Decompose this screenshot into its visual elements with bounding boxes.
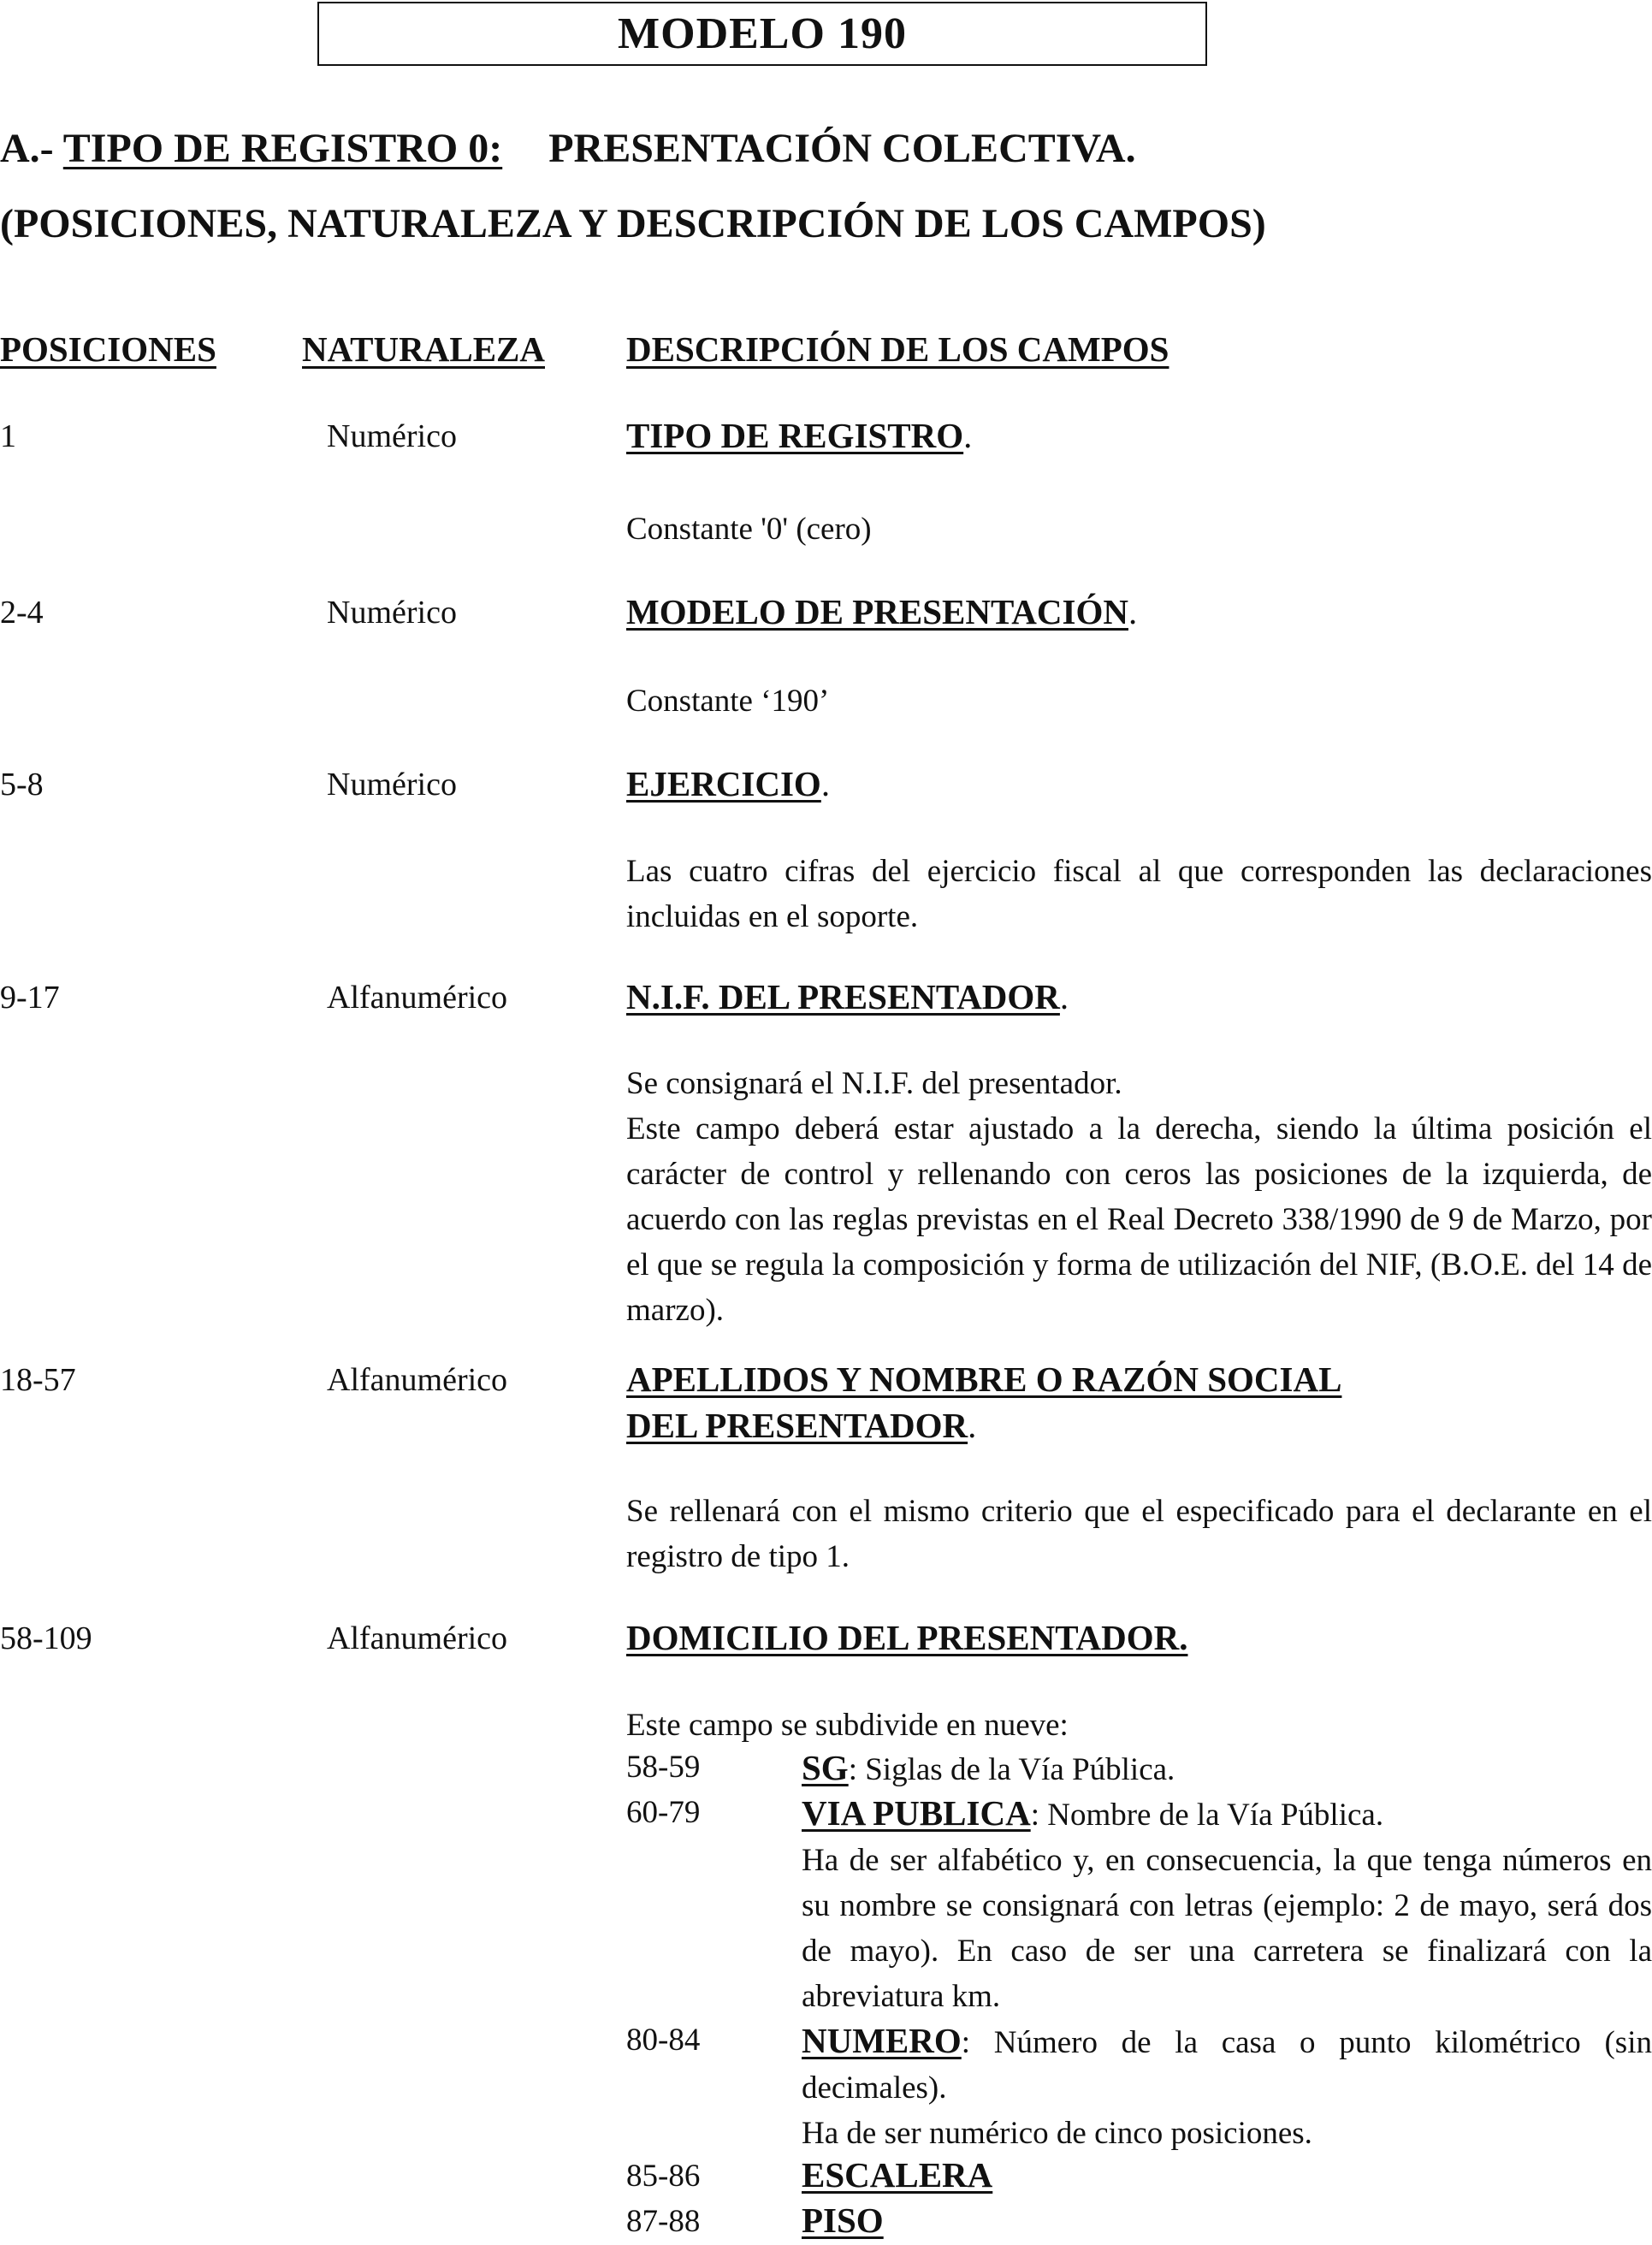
field-positions: 58-109: [0, 1620, 92, 1656]
subfield-name: NUMERO: [802, 2021, 962, 2060]
field-nature: Numérico: [327, 418, 457, 454]
field-name: [626, 412, 972, 459]
heading-prefix: A.-: [0, 126, 63, 171]
field-description: Se rellenará con el mismo criterio que el especificado para el declarante en el registro de tipo 1.: [626, 1494, 1652, 1574]
subfield-positions: 60-79: [626, 1795, 701, 1830]
field-name-suffix: .: [1128, 592, 1138, 631]
subfield-text: : Nombre de la Vía Pública.: [1030, 1798, 1384, 1833]
field-description: [626, 1061, 1652, 1333]
subfield: [802, 2198, 1652, 2245]
field-name-text: EJERCICIO: [626, 764, 821, 803]
field-nature: Alfanumérico: [327, 1620, 508, 1656]
field-positions: 1: [0, 418, 16, 454]
field-name-suffix: .: [968, 1406, 977, 1445]
field-name-suffix: .: [1059, 977, 1069, 1016]
field-description: Constante '0' (cero): [626, 512, 872, 547]
subfield: [802, 1791, 1652, 2019]
field-name-suffix: .: [820, 764, 831, 803]
subfield-name: ESCALERA: [802, 2155, 993, 2195]
field-nature: Alfanumérico: [327, 1362, 508, 1398]
field-name: [626, 974, 1069, 1020]
field-nature: Numérico: [327, 595, 457, 631]
subfield-name: SG: [802, 1748, 849, 1787]
record-subtitle: (POSICIONES, NATURALEZA Y DESCRIPCIÓN DE LOS CAMPOS): [0, 201, 1266, 246]
column-header-description: DESCRIPCIÓN DE LOS CAMPOS: [626, 329, 1169, 369]
subfield: [802, 2018, 1652, 2156]
field-positions: 9-17: [0, 980, 60, 1016]
subfield-positions: 80-84: [626, 2023, 701, 2058]
subfield: [802, 1745, 1652, 1792]
subfield: [802, 2153, 1652, 2200]
field-name-text: TIPO DE REGISTRO: [626, 416, 964, 455]
field-name: [626, 1356, 1341, 1448]
column-header-nature: NATURALEZA: [302, 329, 545, 369]
field-name: [626, 761, 830, 807]
record-type: TIPO DE REGISTRO 0:: [62, 126, 503, 171]
subfield-name: VIA PUBLICA: [802, 1793, 1031, 1833]
subfield-positions: 85-86: [626, 2159, 701, 2194]
field-name-text: N.I.F. DEL PRESENTADOR: [626, 977, 1060, 1016]
field-name-text: DOMICILIO DEL PRESENTADOR.: [626, 1618, 1188, 1657]
subfield-text: : Número de la casa o punto kilométrico (sin decimales).: [802, 2025, 1652, 2106]
field-nature: Alfanumérico: [327, 980, 508, 1016]
field-name: [626, 589, 1137, 635]
field-name-text: APELLIDOS Y NOMBRE O RAZÓN SOCIAL: [626, 1359, 1342, 1399]
field-positions: 2-4: [0, 595, 44, 631]
field-name-text: MODELO DE PRESENTACIÓN: [626, 592, 1128, 631]
field-name-text-line2: DEL PRESENTADOR: [626, 1406, 968, 1445]
subfield-note: Ha de ser numérico de cinco posiciones.: [802, 2116, 1312, 2151]
document-title: MODELO 190: [317, 2, 1207, 66]
field-description: Constante ‘190’: [626, 684, 830, 719]
subfield-name: PISO: [802, 2201, 884, 2240]
field-description-text: Este campo deberá estar ajustado a la derecha, siendo la última posición el carácter de control y rellenando con ceros las posiciones de la izquierda, de acuerdo con las reglas previstas en el Real Decreto 338/1990 de 9 de Marzo, por el que se regula la composición y forma de utilización del NIF, (B.O.E. del 14 de marzo).: [626, 1111, 1652, 1328]
record-name: PRESENTACIÓN COLECTIVA.: [548, 126, 1136, 171]
column-header-positions: POSICIONES: [0, 329, 216, 369]
field-description: Las cuatro cifras del ejercicio fiscal al que corresponden las declaraciones incluidas en el soporte.: [626, 854, 1652, 934]
field-description-line: Se consignará el N.I.F. del presentador.: [626, 1066, 1122, 1101]
field-nature: Numérico: [327, 767, 457, 803]
field-positions: 5-8: [0, 767, 44, 803]
field-positions: 18-57: [0, 1362, 76, 1398]
subfield-note: Ha de ser alfabético y, en consecuencia, la que tenga números en su nombre se consignará con letras (ejemplo: 2 de mayo, será dos de mayo). En caso de ser una carretera se finalizará con la abreviatura km.: [802, 1843, 1652, 2014]
field-description: Este campo se subdivide en nueve:: [626, 1708, 1069, 1743]
record-heading: [0, 125, 1136, 172]
subfield-positions: 87-88: [626, 2204, 701, 2239]
subfield-text: : Siglas de la Vía Pública.: [848, 1752, 1175, 1787]
field-name: [626, 1614, 1187, 1661]
field-name-suffix: .: [963, 416, 973, 455]
subfield-positions: 58-59: [626, 1750, 701, 1785]
